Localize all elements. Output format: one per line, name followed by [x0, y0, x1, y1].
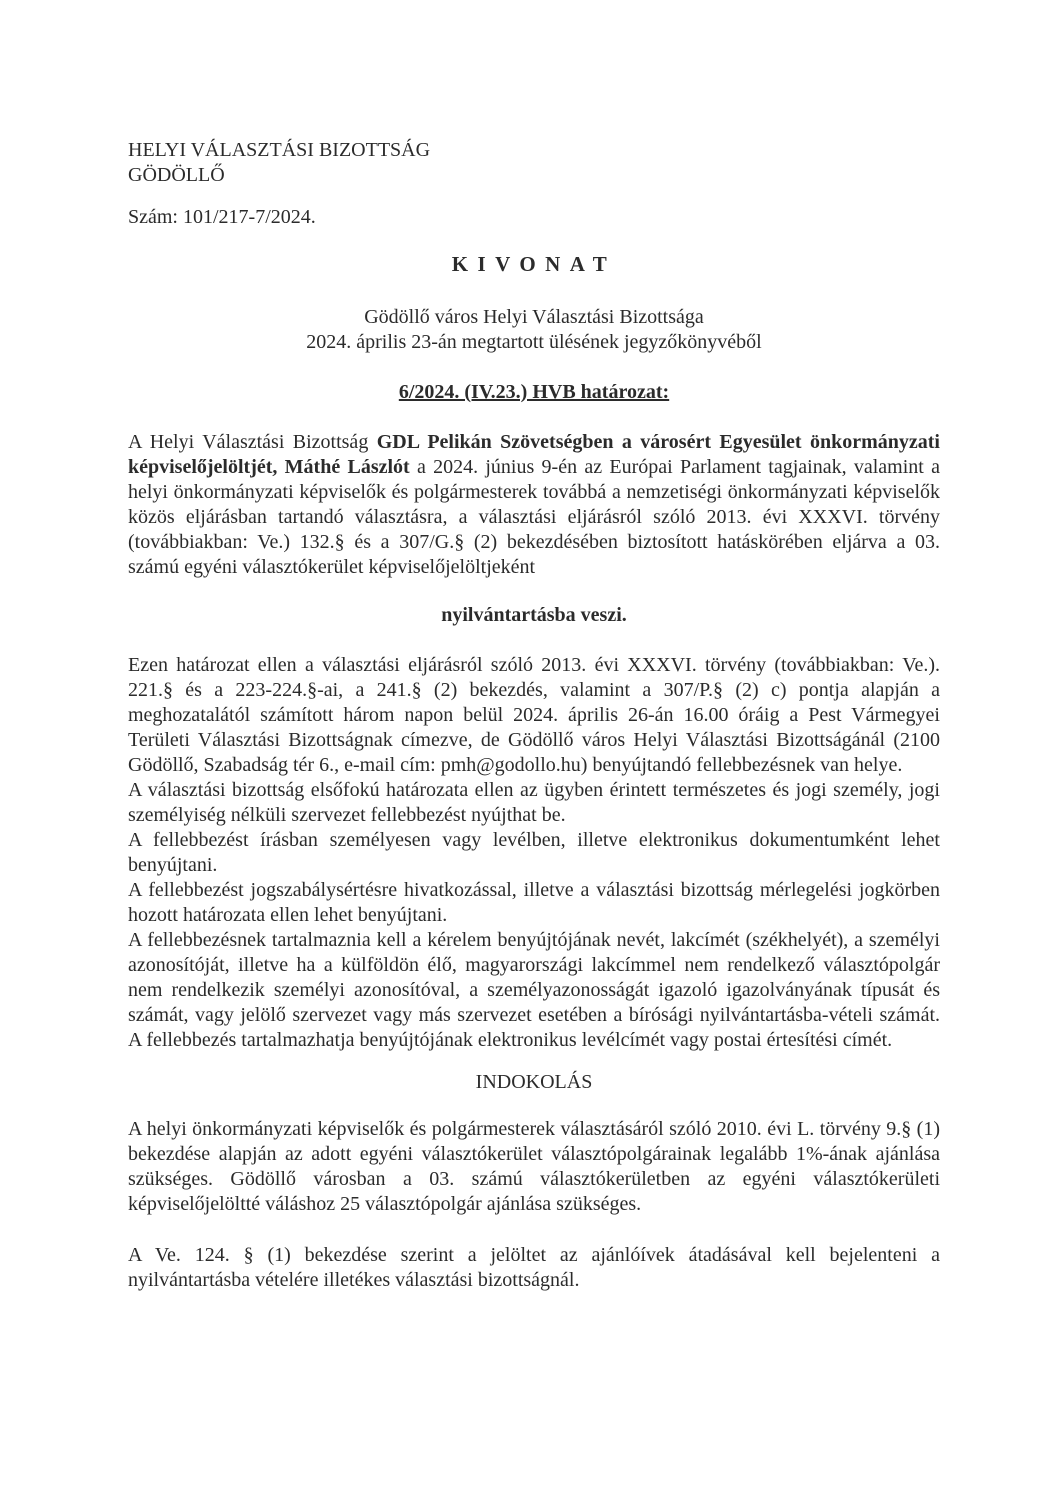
- appeal-paragraph: A fellebbezést írásban személyesen vagy levélben, illetve elektronikus dokumentumként lehet benyújtani.: [128, 829, 940, 876]
- appeal-paragraph: A fellebbezést jogszabálysértésre hivatkozással, illetve a választási bizottság mérlegelési jogkörben hozott határozata ellen lehet benyújtani.: [128, 879, 940, 926]
- issuing-authority-block: [128, 138, 940, 188]
- appeal-paragraph: A fellebbezésnek tartalmaznia kell a kérelem benyújtójának nevét, lakcímét (székhelyét), a személyi azonosítóját, illetve ha a külföldön élő, magyarországi lakcímmel nem rendelkező választópolgár nem rendelkezik személyi azonosítóval, a személyazonosságát igazoló igazolványának típusát és számát, vagy jelölő szervezet vagy más szervezet esetében a bírósági nyilvántartásba-vételi számát. A fellebbezés tartalmazhatja benyújtójának elektronikus levélcímét vagy postai értesítési címét.: [128, 929, 940, 1051]
- justification-paragraph: A Ve. 124. § (1) bekezdése szerint a jelöltet az ajánlóívek átadásával kell bejelenteni a nyilvántartásba vételére illetékes választási bizottságnál.: [128, 1244, 940, 1291]
- decision-intro: A Helyi Választási Bizottság: [128, 431, 377, 453]
- decision-rest: a 2024. június 9-én az Európai Parlament tagjainak, valamint a helyi önkormányzati képviselők és polgármesterek továbbá a nemzetiségi önkormányzati képviselők közös eljárásban tartandó választásra, a választási eljárásról szóló 2013. évi XXXVI. törvény (továbbiakban: Ve.) 132.§ és a 307/G.§ (2) bekezdésében biztosított hatáskörében eljárva a 03. számú egyéni választókerület képviselőjelöltjeként: [128, 456, 940, 578]
- operative-clause: nyilvántartásba veszi.: [441, 604, 627, 626]
- appeal-paragraph: Ezen határozat ellen a választási eljárásról szóló 2013. évi XXXVI. törvény (továbbiakban: Ve.). 221.§ és a 223-224.§-ai, a 241.§ (2) bekezdés, valamint a 307/P.§ (2) c) pontja alapján a meghozatalától számított három napon belül 2024. április 26-án 16.00 óráig a Pest Vármegyei Területi Választási Bizottságnak címezve, de Gödöllő város Helyi Választási Bizottságánál (2100 Gödöllő, Szabadság tér 6., e-mail cím: pmh@godollo.hu) benyújtandó fellebbezésnek van helye.: [128, 654, 940, 776]
- justification-paragraph: A helyi önkormányzati képviselők és polgármesterek választásáról szóló 2010. évi L. törvény 9.§ (1) bekezdése alapján az adott egyéni választókerület választópolgárainak legalább 1%-ának ajánlása szükséges. Gödöllő városban a 03. számú választókerületben az egyéni választókerületi képviselőjelöltté váláshoz 25 választópolgár ajánlása szükséges.: [128, 1118, 940, 1215]
- document-content: [128, 138, 940, 1293]
- subtitle-session: 2024. április 23-án megtartott ülésének jegyzőkönyvéből: [306, 331, 762, 353]
- case-number: Szám: 101/217-7/2024.: [128, 206, 316, 228]
- authority-name: HELYI VÁLASZTÁSI BIZOTTSÁG: [128, 139, 431, 161]
- subtitle-committee: Gödöllő város Helyi Választási Bizottsága: [364, 306, 704, 328]
- authority-city: GÖDÖLLŐ: [128, 164, 225, 186]
- appeal-paragraph: A választási bizottság elsőfokú határozata ellen az ügyben érintett természetes és jogi személy, jogi személyiség nélküli szervezet fellebbezést nyújthat be.: [128, 779, 940, 826]
- decision-body-paragraph: [128, 430, 940, 580]
- document-title: KIVONAT: [451, 252, 617, 276]
- document-subtitle: [128, 305, 940, 355]
- justification-heading: INDOKOLÁS: [475, 1071, 593, 1093]
- decision-number-heading: 6/2024. (IV.23.) HVB határozat:: [398, 381, 670, 403]
- appeal-section: [128, 653, 940, 1053]
- candidate-name-bold: GDL Pelikán Szövetségben a városért Egyesület önkormányzati képviselőjelöltjét, Máthé Lászlót: [128, 431, 940, 478]
